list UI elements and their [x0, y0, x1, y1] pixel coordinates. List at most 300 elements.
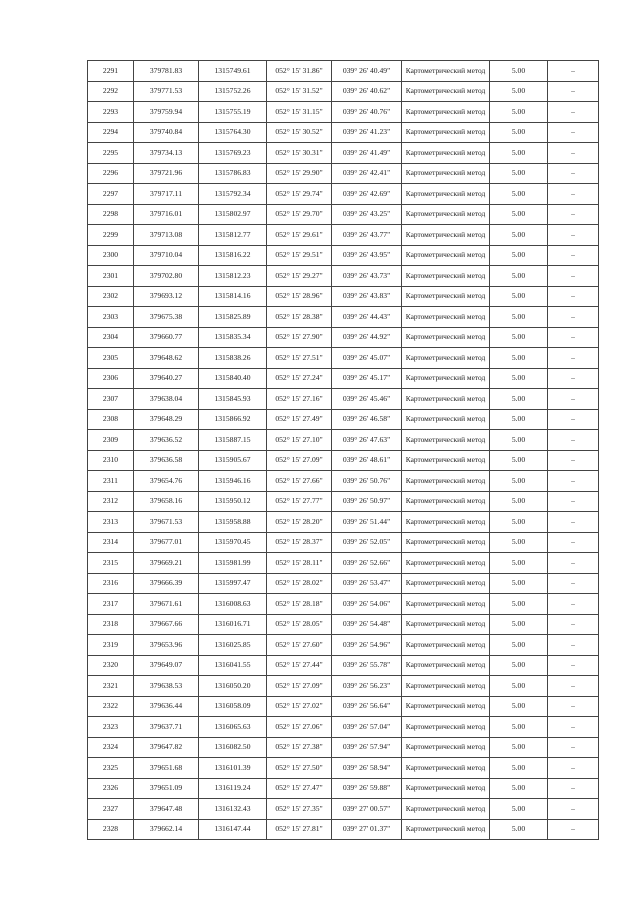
longitude-cell: 039° 26' 51.44" [332, 512, 402, 533]
x-coordinate-cell: 379734.13 [134, 143, 199, 164]
point-number-cell: 2308 [88, 409, 134, 430]
point-number-cell: 2304 [88, 327, 134, 348]
accuracy-cell: 5.00 [490, 163, 548, 184]
longitude-cell: 039° 26' 57.04" [332, 717, 402, 738]
note-cell: – [548, 737, 599, 758]
method-cell: Картометрический метод [402, 676, 490, 697]
accuracy-cell: 5.00 [490, 389, 548, 410]
y-coordinate-cell: 1316119.24 [199, 778, 267, 799]
longitude-cell: 039° 26' 40.49" [332, 61, 402, 82]
method-cell: Картометрический метод [402, 512, 490, 533]
method-cell: Картометрический метод [402, 266, 490, 287]
accuracy-cell: 5.00 [490, 512, 548, 533]
x-coordinate-cell: 379638.04 [134, 389, 199, 410]
longitude-cell: 039° 26' 59.88" [332, 778, 402, 799]
longitude-cell: 039° 26' 42.69" [332, 184, 402, 205]
x-coordinate-cell: 379662.14 [134, 819, 199, 840]
latitude-cell: 052° 15' 28.02" [267, 573, 332, 594]
longitude-cell: 039° 26' 44.43" [332, 307, 402, 328]
point-number-cell: 2318 [88, 614, 134, 635]
point-number-cell: 2296 [88, 163, 134, 184]
x-coordinate-cell: 379651.09 [134, 778, 199, 799]
note-cell: – [548, 758, 599, 779]
note-cell: – [548, 778, 599, 799]
longitude-cell: 039° 27' 01.37" [332, 819, 402, 840]
x-coordinate-cell: 379647.82 [134, 737, 199, 758]
accuracy-cell: 5.00 [490, 184, 548, 205]
point-number-cell: 2323 [88, 717, 134, 738]
accuracy-cell: 5.00 [490, 307, 548, 328]
point-number-cell: 2309 [88, 430, 134, 451]
method-cell: Картометрический метод [402, 594, 490, 615]
coordinates-table-body [88, 61, 599, 840]
x-coordinate-cell: 379648.29 [134, 409, 199, 430]
note-cell: – [548, 348, 599, 369]
table-row [88, 737, 599, 758]
accuracy-cell: 5.00 [490, 122, 548, 143]
latitude-cell: 052° 15' 27.90" [267, 327, 332, 348]
accuracy-cell: 5.00 [490, 102, 548, 123]
latitude-cell: 052° 15' 28.20" [267, 512, 332, 533]
latitude-cell: 052° 15' 27.47" [267, 778, 332, 799]
longitude-cell: 039° 26' 52.05" [332, 532, 402, 553]
note-cell: – [548, 266, 599, 287]
y-coordinate-cell: 1315970.45 [199, 532, 267, 553]
accuracy-cell: 5.00 [490, 594, 548, 615]
x-coordinate-cell: 379716.01 [134, 204, 199, 225]
method-cell: Картометрический метод [402, 102, 490, 123]
x-coordinate-cell: 379647.48 [134, 799, 199, 820]
accuracy-cell: 5.00 [490, 737, 548, 758]
y-coordinate-cell: 1316058.09 [199, 696, 267, 717]
table-row [88, 450, 599, 471]
method-cell: Картометрический метод [402, 655, 490, 676]
latitude-cell: 052° 15' 28.05" [267, 614, 332, 635]
table-row [88, 122, 599, 143]
x-coordinate-cell: 379638.53 [134, 676, 199, 697]
y-coordinate-cell: 1316016.71 [199, 614, 267, 635]
x-coordinate-cell: 379740.84 [134, 122, 199, 143]
y-coordinate-cell: 1315840.40 [199, 368, 267, 389]
y-coordinate-cell: 1315845.93 [199, 389, 267, 410]
method-cell: Картометрический метод [402, 553, 490, 574]
y-coordinate-cell: 1316065.63 [199, 717, 267, 738]
table-row [88, 594, 599, 615]
x-coordinate-cell: 379771.53 [134, 81, 199, 102]
table-row [88, 61, 599, 82]
longitude-cell: 039° 26' 50.76" [332, 471, 402, 492]
coordinates-table [87, 60, 599, 840]
table-row [88, 409, 599, 430]
x-coordinate-cell: 379653.96 [134, 635, 199, 656]
y-coordinate-cell: 1316132.43 [199, 799, 267, 820]
table-row [88, 102, 599, 123]
point-number-cell: 2313 [88, 512, 134, 533]
latitude-cell: 052° 15' 27.09" [267, 676, 332, 697]
method-cell: Картометрический метод [402, 368, 490, 389]
table-row [88, 532, 599, 553]
note-cell: – [548, 389, 599, 410]
longitude-cell: 039° 26' 56.64" [332, 696, 402, 717]
table-row [88, 573, 599, 594]
y-coordinate-cell: 1315905.67 [199, 450, 267, 471]
y-coordinate-cell: 1315749.61 [199, 61, 267, 82]
latitude-cell: 052° 15' 29.61" [267, 225, 332, 246]
method-cell: Картометрический метод [402, 204, 490, 225]
longitude-cell: 039° 26' 45.17" [332, 368, 402, 389]
table-row [88, 389, 599, 410]
method-cell: Картометрический метод [402, 184, 490, 205]
y-coordinate-cell: 1315769.23 [199, 143, 267, 164]
note-cell: – [548, 553, 599, 574]
longitude-cell: 039° 26' 53.47" [332, 573, 402, 594]
method-cell: Картометрический метод [402, 614, 490, 635]
note-cell: – [548, 225, 599, 246]
x-coordinate-cell: 379648.62 [134, 348, 199, 369]
method-cell: Картометрический метод [402, 819, 490, 840]
note-cell: – [548, 245, 599, 266]
longitude-cell: 039° 26' 54.06" [332, 594, 402, 615]
y-coordinate-cell: 1315814.16 [199, 286, 267, 307]
point-number-cell: 2305 [88, 348, 134, 369]
latitude-cell: 052° 15' 27.81" [267, 819, 332, 840]
note-cell: – [548, 430, 599, 451]
method-cell: Картометрический метод [402, 122, 490, 143]
y-coordinate-cell: 1315825.89 [199, 307, 267, 328]
table-row [88, 204, 599, 225]
longitude-cell: 039° 26' 50.97" [332, 491, 402, 512]
y-coordinate-cell: 1315838.26 [199, 348, 267, 369]
x-coordinate-cell: 379702.80 [134, 266, 199, 287]
y-coordinate-cell: 1316147.44 [199, 819, 267, 840]
point-number-cell: 2320 [88, 655, 134, 676]
note-cell: – [548, 163, 599, 184]
point-number-cell: 2316 [88, 573, 134, 594]
point-number-cell: 2293 [88, 102, 134, 123]
accuracy-cell: 5.00 [490, 348, 548, 369]
point-number-cell: 2292 [88, 81, 134, 102]
longitude-cell: 039° 26' 44.92" [332, 327, 402, 348]
point-number-cell: 2301 [88, 266, 134, 287]
longitude-cell: 039° 26' 45.46" [332, 389, 402, 410]
point-number-cell: 2303 [88, 307, 134, 328]
table-row [88, 799, 599, 820]
y-coordinate-cell: 1316101.39 [199, 758, 267, 779]
x-coordinate-cell: 379693.12 [134, 286, 199, 307]
point-number-cell: 2302 [88, 286, 134, 307]
latitude-cell: 052° 15' 28.37" [267, 532, 332, 553]
latitude-cell: 052° 15' 27.10" [267, 430, 332, 451]
note-cell: – [548, 286, 599, 307]
y-coordinate-cell: 1315792.34 [199, 184, 267, 205]
latitude-cell: 052° 15' 28.38" [267, 307, 332, 328]
table-row [88, 819, 599, 840]
accuracy-cell: 5.00 [490, 553, 548, 574]
y-coordinate-cell: 1315752.26 [199, 81, 267, 102]
method-cell: Картометрический метод [402, 348, 490, 369]
coordinates-table-page [87, 60, 598, 840]
longitude-cell: 039° 26' 41.49" [332, 143, 402, 164]
accuracy-cell: 5.00 [490, 676, 548, 697]
x-coordinate-cell: 379713.08 [134, 225, 199, 246]
accuracy-cell: 5.00 [490, 225, 548, 246]
x-coordinate-cell: 379636.52 [134, 430, 199, 451]
accuracy-cell: 5.00 [490, 491, 548, 512]
note-cell: – [548, 635, 599, 656]
longitude-cell: 039° 26' 42.41" [332, 163, 402, 184]
table-row [88, 163, 599, 184]
point-number-cell: 2299 [88, 225, 134, 246]
note-cell: – [548, 327, 599, 348]
y-coordinate-cell: 1315866.92 [199, 409, 267, 430]
table-row [88, 368, 599, 389]
x-coordinate-cell: 379721.96 [134, 163, 199, 184]
method-cell: Картометрический метод [402, 286, 490, 307]
longitude-cell: 039° 26' 43.25" [332, 204, 402, 225]
longitude-cell: 039° 26' 43.77" [332, 225, 402, 246]
accuracy-cell: 5.00 [490, 758, 548, 779]
table-row [88, 553, 599, 574]
table-row [88, 327, 599, 348]
longitude-cell: 039° 26' 58.94" [332, 758, 402, 779]
table-row [88, 655, 599, 676]
latitude-cell: 052° 15' 27.60" [267, 635, 332, 656]
point-number-cell: 2317 [88, 594, 134, 615]
x-coordinate-cell: 379667.66 [134, 614, 199, 635]
latitude-cell: 052° 15' 27.24" [267, 368, 332, 389]
method-cell: Картометрический метод [402, 491, 490, 512]
method-cell: Картометрический метод [402, 245, 490, 266]
longitude-cell: 039° 26' 57.94" [332, 737, 402, 758]
y-coordinate-cell: 1315981.99 [199, 553, 267, 574]
x-coordinate-cell: 379658.16 [134, 491, 199, 512]
accuracy-cell: 5.00 [490, 430, 548, 451]
table-row [88, 758, 599, 779]
note-cell: – [548, 532, 599, 553]
point-number-cell: 2307 [88, 389, 134, 410]
point-number-cell: 2294 [88, 122, 134, 143]
accuracy-cell: 5.00 [490, 286, 548, 307]
point-number-cell: 2311 [88, 471, 134, 492]
y-coordinate-cell: 1316008.63 [199, 594, 267, 615]
longitude-cell: 039° 26' 54.96" [332, 635, 402, 656]
method-cell: Картометрический метод [402, 778, 490, 799]
accuracy-cell: 5.00 [490, 532, 548, 553]
latitude-cell: 052° 15' 29.51" [267, 245, 332, 266]
method-cell: Картометрический метод [402, 696, 490, 717]
y-coordinate-cell: 1316082.50 [199, 737, 267, 758]
table-row [88, 614, 599, 635]
accuracy-cell: 5.00 [490, 204, 548, 225]
latitude-cell: 052° 15' 28.18" [267, 594, 332, 615]
y-coordinate-cell: 1315764.30 [199, 122, 267, 143]
table-row [88, 778, 599, 799]
point-number-cell: 2315 [88, 553, 134, 574]
note-cell: – [548, 696, 599, 717]
x-coordinate-cell: 379660.77 [134, 327, 199, 348]
table-row [88, 635, 599, 656]
point-number-cell: 2298 [88, 204, 134, 225]
point-number-cell: 2300 [88, 245, 134, 266]
latitude-cell: 052° 15' 27.38" [267, 737, 332, 758]
latitude-cell: 052° 15' 31.86" [267, 61, 332, 82]
method-cell: Картометрический метод [402, 327, 490, 348]
method-cell: Картометрический метод [402, 389, 490, 410]
y-coordinate-cell: 1315802.97 [199, 204, 267, 225]
y-coordinate-cell: 1316041.55 [199, 655, 267, 676]
latitude-cell: 052° 15' 27.66" [267, 471, 332, 492]
table-row [88, 696, 599, 717]
latitude-cell: 052° 15' 30.52" [267, 122, 332, 143]
table-row [88, 307, 599, 328]
longitude-cell: 039° 26' 52.66" [332, 553, 402, 574]
y-coordinate-cell: 1316025.85 [199, 635, 267, 656]
point-number-cell: 2312 [88, 491, 134, 512]
point-number-cell: 2326 [88, 778, 134, 799]
note-cell: – [548, 717, 599, 738]
note-cell: – [548, 799, 599, 820]
method-cell: Картометрический метод [402, 409, 490, 430]
latitude-cell: 052° 15' 29.90" [267, 163, 332, 184]
method-cell: Картометрический метод [402, 450, 490, 471]
latitude-cell: 052° 15' 27.06" [267, 717, 332, 738]
method-cell: Картометрический метод [402, 737, 490, 758]
x-coordinate-cell: 379717.11 [134, 184, 199, 205]
point-number-cell: 2322 [88, 696, 134, 717]
longitude-cell: 039° 26' 40.62" [332, 81, 402, 102]
point-number-cell: 2327 [88, 799, 134, 820]
accuracy-cell: 5.00 [490, 717, 548, 738]
x-coordinate-cell: 379671.61 [134, 594, 199, 615]
y-coordinate-cell: 1315958.88 [199, 512, 267, 533]
latitude-cell: 052° 15' 27.49" [267, 409, 332, 430]
longitude-cell: 039° 26' 48.61" [332, 450, 402, 471]
note-cell: – [548, 512, 599, 533]
table-row [88, 676, 599, 697]
latitude-cell: 052° 15' 31.52" [267, 81, 332, 102]
method-cell: Картометрический метод [402, 225, 490, 246]
accuracy-cell: 5.00 [490, 819, 548, 840]
point-number-cell: 2306 [88, 368, 134, 389]
latitude-cell: 052° 15' 27.50" [267, 758, 332, 779]
method-cell: Картометрический метод [402, 532, 490, 553]
point-number-cell: 2319 [88, 635, 134, 656]
latitude-cell: 052° 15' 28.11" [267, 553, 332, 574]
note-cell: – [548, 614, 599, 635]
method-cell: Картометрический метод [402, 81, 490, 102]
table-row [88, 717, 599, 738]
x-coordinate-cell: 379636.44 [134, 696, 199, 717]
method-cell: Картометрический метод [402, 573, 490, 594]
method-cell: Картометрический метод [402, 143, 490, 164]
table-row [88, 266, 599, 287]
point-number-cell: 2324 [88, 737, 134, 758]
note-cell: – [548, 676, 599, 697]
accuracy-cell: 5.00 [490, 143, 548, 164]
accuracy-cell: 5.00 [490, 614, 548, 635]
method-cell: Картометрический метод [402, 799, 490, 820]
method-cell: Картометрический метод [402, 163, 490, 184]
y-coordinate-cell: 1315755.19 [199, 102, 267, 123]
note-cell: – [548, 61, 599, 82]
note-cell: – [548, 819, 599, 840]
y-coordinate-cell: 1315835.34 [199, 327, 267, 348]
latitude-cell: 052° 15' 27.44" [267, 655, 332, 676]
method-cell: Картометрический метод [402, 717, 490, 738]
latitude-cell: 052° 15' 27.51" [267, 348, 332, 369]
method-cell: Картометрический метод [402, 61, 490, 82]
latitude-cell: 052° 15' 28.96" [267, 286, 332, 307]
table-row [88, 225, 599, 246]
longitude-cell: 039° 26' 46.58" [332, 409, 402, 430]
table-row [88, 143, 599, 164]
latitude-cell: 052° 15' 29.70" [267, 204, 332, 225]
latitude-cell: 052° 15' 27.02" [267, 696, 332, 717]
y-coordinate-cell: 1315786.83 [199, 163, 267, 184]
latitude-cell: 052° 15' 27.77" [267, 491, 332, 512]
table-row [88, 430, 599, 451]
point-number-cell: 2328 [88, 819, 134, 840]
y-coordinate-cell: 1315946.16 [199, 471, 267, 492]
accuracy-cell: 5.00 [490, 778, 548, 799]
latitude-cell: 052° 15' 27.09" [267, 450, 332, 471]
latitude-cell: 052° 15' 29.74" [267, 184, 332, 205]
latitude-cell: 052° 15' 31.15" [267, 102, 332, 123]
x-coordinate-cell: 379654.76 [134, 471, 199, 492]
point-number-cell: 2295 [88, 143, 134, 164]
note-cell: – [548, 471, 599, 492]
latitude-cell: 052° 15' 27.35" [267, 799, 332, 820]
latitude-cell: 052° 15' 29.27" [267, 266, 332, 287]
note-cell: – [548, 573, 599, 594]
method-cell: Картометрический метод [402, 635, 490, 656]
x-coordinate-cell: 379671.53 [134, 512, 199, 533]
note-cell: – [548, 409, 599, 430]
note-cell: – [548, 81, 599, 102]
x-coordinate-cell: 379781.83 [134, 61, 199, 82]
note-cell: – [548, 655, 599, 676]
longitude-cell: 039° 26' 47.63" [332, 430, 402, 451]
x-coordinate-cell: 379669.21 [134, 553, 199, 574]
note-cell: – [548, 122, 599, 143]
x-coordinate-cell: 379666.39 [134, 573, 199, 594]
point-number-cell: 2325 [88, 758, 134, 779]
table-row [88, 348, 599, 369]
accuracy-cell: 5.00 [490, 471, 548, 492]
method-cell: Картометрический метод [402, 471, 490, 492]
note-cell: – [548, 204, 599, 225]
accuracy-cell: 5.00 [490, 655, 548, 676]
latitude-cell: 052° 15' 27.16" [267, 389, 332, 410]
longitude-cell: 039° 26' 54.48" [332, 614, 402, 635]
note-cell: – [548, 143, 599, 164]
method-cell: Картометрический метод [402, 307, 490, 328]
accuracy-cell: 5.00 [490, 409, 548, 430]
point-number-cell: 2297 [88, 184, 134, 205]
table-row [88, 491, 599, 512]
x-coordinate-cell: 379759.94 [134, 102, 199, 123]
accuracy-cell: 5.00 [490, 635, 548, 656]
y-coordinate-cell: 1315950.12 [199, 491, 267, 512]
x-coordinate-cell: 379651.68 [134, 758, 199, 779]
note-cell: – [548, 184, 599, 205]
longitude-cell: 039° 26' 55.78" [332, 655, 402, 676]
y-coordinate-cell: 1315816.22 [199, 245, 267, 266]
y-coordinate-cell: 1315997.47 [199, 573, 267, 594]
note-cell: – [548, 450, 599, 471]
table-row [88, 81, 599, 102]
longitude-cell: 039° 26' 40.76" [332, 102, 402, 123]
